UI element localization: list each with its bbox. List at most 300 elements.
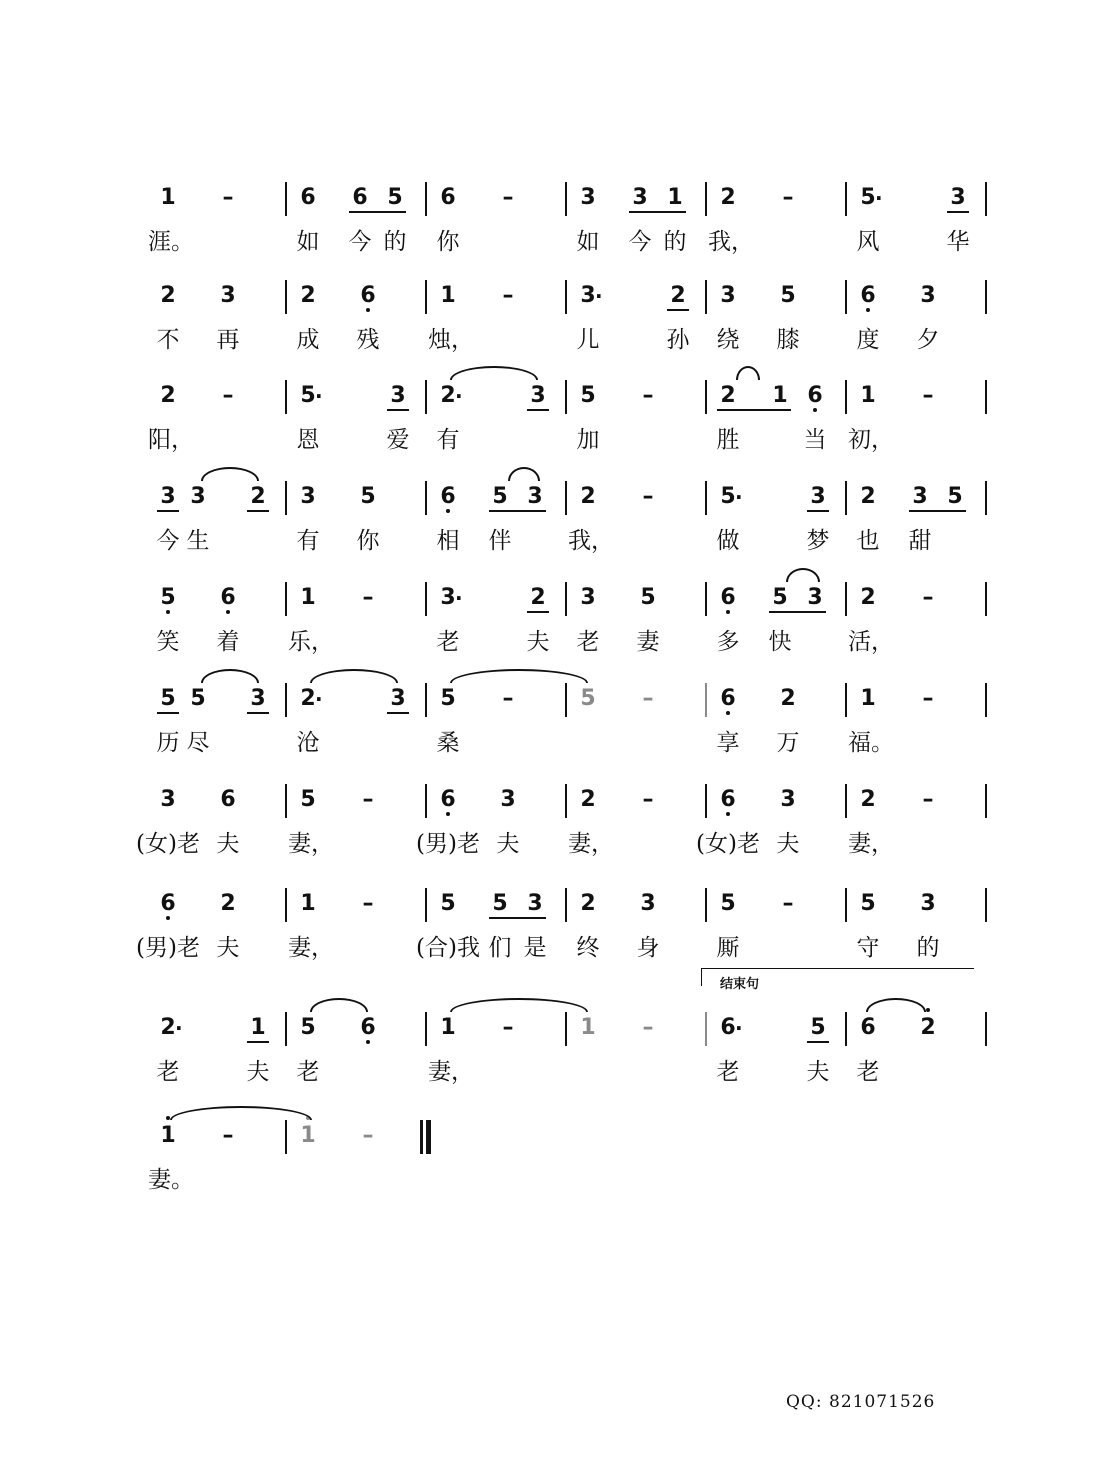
low-octave-dot [446,509,450,513]
note-pitch: – [502,1015,514,1040]
measure [560,380,700,480]
note [293,888,323,920]
note [293,582,323,614]
note [573,582,603,614]
note-pitch: 6 [720,686,736,711]
note-pitch: 6 [860,283,876,308]
measure [280,380,420,480]
barline [425,481,427,515]
note-pitch: – [642,1015,654,1040]
note [433,280,463,312]
barline [985,380,987,414]
note [633,582,663,614]
low-octave-dot [866,308,870,312]
lyric-syllable: 你 [356,528,380,554]
low-octave-dot [446,812,450,816]
barline [985,582,987,616]
dash-note [773,182,803,214]
note-pitch: – [642,686,654,711]
measure [140,582,280,682]
augmentation-dot: · [455,586,463,610]
note [520,888,550,920]
note [153,683,183,715]
note-pitch: 3 [920,891,936,916]
note-pitch: 6 [360,1015,376,1040]
note-pitch: 2 [160,283,176,308]
lyric-syllable: 的 [383,229,407,255]
note [913,280,943,312]
note-pitch: 5 [860,891,876,916]
measure [136,888,280,988]
note-pitch: 5 [160,686,176,711]
measure [280,280,420,380]
note-pitch: 3 [250,686,266,711]
measure [700,582,840,682]
note [913,888,943,920]
note-pitch: 2 [220,891,236,916]
lyric-syllable: 如 [296,229,320,255]
low-octave-dot [226,610,230,614]
note-pitch: 3 [440,585,456,610]
note-pitch: 3 [810,484,826,509]
note-pitch: 5 [190,686,206,711]
eighth-underline [489,510,546,512]
note-pitch: 5 [300,383,316,408]
score-system [0,481,1115,581]
score-system [0,888,1115,988]
note-pitch: 3 [950,185,966,210]
dash-note [913,582,943,614]
note-pitch: 5 [160,585,176,610]
lyric-syllable: 妻， [288,935,334,961]
dash-note [353,582,383,614]
note-pitch: 5 [360,484,376,509]
note-pitch: 6 [807,383,823,408]
lyric-syllable: 阳， [148,427,194,453]
eighth-underline [909,510,966,512]
note-pitch: 3 [912,484,928,509]
lyric-syllable: 伴 [488,528,512,554]
note [213,280,243,312]
note [293,1120,323,1152]
measure [840,182,980,282]
note [573,481,603,513]
measure [700,182,840,282]
lyric-syllable: 守 [856,935,880,961]
note-pitch: 3 [580,283,596,308]
barline [985,683,987,717]
note [293,683,323,715]
lyric-syllable: 成 [296,327,320,353]
score-system [0,380,1115,480]
note-pitch: – [502,686,514,711]
note-pitch: 2 [720,383,736,408]
score-system [0,1120,1115,1220]
note [853,481,883,513]
lyric-syllable: 今 [628,229,652,255]
lyric-syllable: 福。 [848,730,894,756]
lyric-syllable: 妻， [288,831,334,857]
dash-note [353,1120,383,1152]
low-octave-dot [726,812,730,816]
lyric-syllable: 老 [436,629,460,655]
lyric-syllable: 妻 [636,629,660,655]
dash-note [493,280,523,312]
note-pitch: 6 [720,1015,736,1040]
measure [420,683,560,783]
dash-note [213,182,243,214]
note-pitch: 2 [160,383,176,408]
barline [705,182,707,216]
lyric-syllable: 也 [856,528,880,554]
barline [285,683,287,717]
note [433,582,463,614]
note-pitch: 1 [440,283,456,308]
measure [420,1012,560,1112]
measure [420,182,560,282]
note-pitch: 1 [860,383,876,408]
lyric-syllable: 再 [216,327,240,353]
note [713,380,743,412]
lyric-syllable: 夫 [776,831,800,857]
note-pitch: 5 [947,484,963,509]
note [293,784,323,816]
lyric-syllable: 夫 [216,831,240,857]
note [663,280,693,312]
lyric-syllable: 老 [576,629,600,655]
note-pitch: 1 [580,1015,596,1040]
lyric-syllable: 有 [296,528,320,554]
note [183,481,213,513]
note [433,784,463,816]
barline [565,683,567,717]
eighth-underline [247,1041,269,1043]
note-pitch: 3 [160,484,176,509]
score-system [0,683,1115,783]
note-pitch: 3 [527,891,543,916]
dash-note [773,888,803,920]
eighth-underline [349,211,406,213]
barline [285,1120,287,1154]
lyric-syllable: (合)我 [416,935,480,961]
eighth-underline [157,712,179,714]
dash-note [633,1012,663,1044]
lyric-syllable: 加 [576,427,600,453]
augmentation-dot: · [875,186,883,210]
note [573,280,603,312]
lyric-syllable: (女)老 [136,831,200,857]
note [713,481,743,513]
note [293,280,323,312]
high-octave-dot [926,1008,930,1012]
measure [140,1120,280,1220]
eighth-underline [489,917,546,919]
note [713,888,743,920]
note-pitch: 5 [810,1015,826,1040]
lyric-syllable: 尽 [186,730,210,756]
note [485,888,515,920]
note-pitch: – [362,787,374,812]
barline [985,182,987,216]
measure [420,280,560,380]
note [713,683,743,715]
note [213,582,243,614]
note [853,280,883,312]
note-pitch: 6 [440,484,456,509]
note-pitch: 3 [580,585,596,610]
measure [840,481,980,581]
barline [705,784,707,818]
measure [840,380,980,480]
note [433,888,463,920]
score-system [0,582,1115,682]
note-pitch: 3 [807,585,823,610]
note-pitch: 3 [390,383,406,408]
note [625,182,655,214]
eighth-underline [157,510,179,512]
lyric-syllable: 梦 [806,528,830,554]
lyric-syllable: (女)老 [696,831,760,857]
measure [280,582,420,682]
note-pitch: 5 [440,891,456,916]
measure [280,481,420,581]
measure [140,280,280,380]
lyric-syllable: 今 [156,528,180,554]
barline [425,1012,427,1046]
note-pitch: – [922,686,934,711]
note-pitch: – [922,585,934,610]
lyric-syllable: 妻， [568,831,614,857]
note-pitch: 2 [580,891,596,916]
barline [845,1012,847,1046]
note [433,683,463,715]
note-pitch: 6 [720,787,736,812]
note [853,683,883,715]
measure [560,683,700,783]
note [380,182,410,214]
note [803,481,833,513]
note [800,582,830,614]
note [853,182,883,214]
tie-slur [310,998,368,1012]
barline [285,582,287,616]
note [153,888,183,920]
lyric-syllable: 相 [436,528,460,554]
barline [705,888,707,922]
lyric-syllable: 妻， [428,1059,474,1085]
lyric-syllable: 历 [156,730,180,756]
barline [425,888,427,922]
dash-note [213,380,243,412]
lyric-syllable: 夫 [216,935,240,961]
note-pitch: 3 [920,283,936,308]
tie-slur [866,998,926,1012]
note [153,280,183,312]
barline [565,582,567,616]
dash-note [493,683,523,715]
note-pitch: 2 [580,787,596,812]
note [183,683,213,715]
note-pitch: 3 [390,686,406,711]
measure [700,380,840,480]
barline [425,280,427,314]
lyric-syllable: 老 [156,1059,180,1085]
footer-qq-contact: QQ: 821071526 [786,1392,936,1412]
lyric-syllable: 桑 [436,730,460,756]
measure [140,182,280,282]
lyric-syllable: 恩 [296,427,320,453]
note-pitch: – [362,891,374,916]
barline [565,888,567,922]
note-pitch: 2 [160,1015,176,1040]
barline [285,888,287,922]
note [573,784,603,816]
note-pitch: 6 [860,1015,876,1040]
note-pitch: 2 [300,283,316,308]
note [353,280,383,312]
barline [985,784,987,818]
note [773,784,803,816]
barline [845,784,847,818]
note [523,380,553,412]
lyric-syllable: 孙 [666,327,690,353]
note [383,380,413,412]
barline [565,481,567,515]
lyric-syllable: 我， [568,528,614,554]
note [153,182,183,214]
ending-bracket-label: 结束句 [720,977,760,992]
note-pitch: – [222,383,234,408]
note [493,784,523,816]
note [433,1012,463,1044]
lyric-syllable: 胜 [716,427,740,453]
note [765,380,795,412]
note [633,888,663,920]
lyric-syllable: 不 [156,327,180,353]
lyric-syllable: 夫 [806,1059,830,1085]
note [713,280,743,312]
lyric-syllable: 享 [716,730,740,756]
barline [845,888,847,922]
note [353,1012,383,1044]
note [803,1012,833,1044]
dash-note [633,784,663,816]
measure [140,481,280,581]
barline [565,280,567,314]
note [713,582,743,614]
eighth-underline [667,309,689,311]
final-barline-thin [420,1120,423,1154]
measure [700,683,840,783]
barline [705,280,707,314]
lyric-syllable: 们 [488,935,512,961]
lyric-syllable: 身 [636,935,660,961]
lyric-syllable: 万 [776,730,800,756]
dash-note [493,182,523,214]
note-pitch: – [222,185,234,210]
note-pitch: 3 [500,787,516,812]
note [853,888,883,920]
note [153,481,183,513]
note-pitch: 1 [160,185,176,210]
measure [560,280,700,380]
note [523,582,553,614]
lyric-syllable: 膝 [776,327,800,353]
lyric-syllable: 快 [768,629,792,655]
note-pitch: 6 [440,185,456,210]
low-octave-dot [726,610,730,614]
dash-note [913,380,943,412]
lyric-syllable: 甜 [908,528,932,554]
note-pitch: 2 [860,484,876,509]
barline [845,683,847,717]
lyric-syllable: 烛， [428,327,474,353]
note [153,380,183,412]
note-pitch: 1 [160,1123,176,1148]
measure [560,481,700,581]
note-pitch: 1 [300,891,316,916]
note [573,1012,603,1044]
note-pitch: 3 [580,185,596,210]
barline [845,280,847,314]
note [433,380,463,412]
note [153,582,183,614]
eighth-underline [807,510,829,512]
barline [565,1012,567,1046]
barline [285,784,287,818]
note-pitch: 5 [387,185,403,210]
note-pitch: 6 [360,283,376,308]
measure [420,380,560,480]
note-pitch: 6 [720,585,736,610]
low-octave-dot [726,711,730,715]
note-pitch: 2 [860,585,876,610]
barline [285,380,287,414]
lyric-syllable: 妻， [848,831,894,857]
measure [840,280,980,380]
eighth-underline [947,211,969,213]
barline [845,582,847,616]
eighth-underline [807,1041,829,1043]
note-pitch: 3 [190,484,206,509]
measure [560,582,700,682]
lyric-syllable: 妻。 [148,1167,194,1193]
measure [420,481,560,581]
note-pitch: 3 [632,185,648,210]
augmentation-dot: · [315,687,323,711]
lyric-syllable: 笑 [156,629,180,655]
lyric-syllable: 做 [716,528,740,554]
note [213,888,243,920]
note [293,481,323,513]
note [243,481,273,513]
lyric-syllable: 夫 [526,629,550,655]
note-pitch: 6 [352,185,368,210]
barline [705,380,707,414]
note-pitch: 1 [772,383,788,408]
dash-note [353,784,383,816]
barline [425,784,427,818]
low-octave-dot [366,1040,370,1044]
barline [285,280,287,314]
note [243,1012,273,1044]
measure [280,1120,420,1220]
lyric-syllable: 度 [856,327,880,353]
eighth-underline [769,611,826,613]
augmentation-dot: · [455,384,463,408]
note-pitch: 2 [920,1015,936,1040]
low-octave-dot [813,408,817,412]
